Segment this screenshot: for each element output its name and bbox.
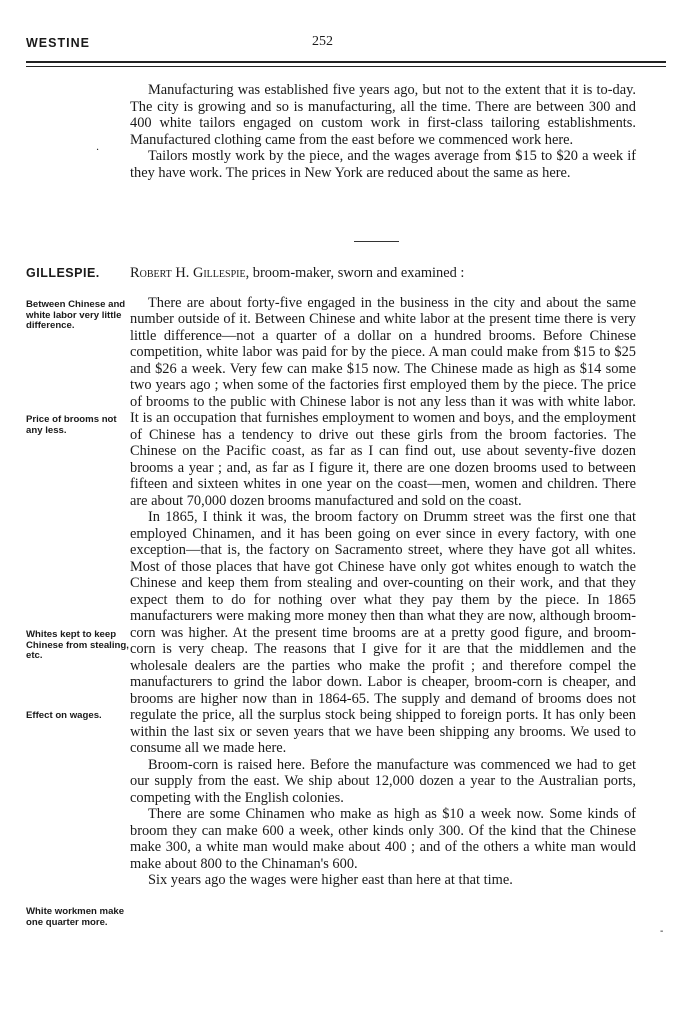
stray-mark: - <box>660 926 664 937</box>
running-title: WESTINE <box>26 36 90 50</box>
paragraph: Six years ago the wages were higher east than here at that time. <box>148 872 513 888</box>
witness-intro-text: , broom-maker, sworn and examined : <box>245 265 465 281</box>
margin-note: Between Chinese and white labor very little difference. <box>26 299 126 331</box>
paragraph: There are some Chinamen who make as high as $10 a week now. Some kinds of broom they can make 600 a week, other kinds only 300. Of the kind that the Chinese make 300, a white man would make about 400 ; and of the others a white man would make about 800 to the Chinaman's 600. <box>130 806 636 872</box>
witness-side-name: GILLESPIE. <box>26 266 100 280</box>
paragraph: In 1865, I think it was, the broom factory on Drumm street was the first one that employed Chinamen, and it has been going on ever since in every factory, with one exception—that is, the factory on Sacramento street, where they have got all whites. Most of those places that have got Chinese have only got whites enough to watch the Chinese and keep them from stealing and over-counting on their work, and that they expect them to do for nothing over what they pay them by the piece. In 1865 manufacturers were making more money then than what they are now, although broom-corn was higher. At the present time brooms are at a pretty good figure, and broom-corn is very cheap. The reasons that I give for it are that the middlemen and the wholesale dealers are the parties who make the profit ; and therefore compel the manufacturers to grind the labor down. Labor is cheaper, broom-corn is cheaper, and brooms are higher now than in 1864-65. The supply and demand of brooms does not regulate the price, all the surplus stock being shipped to foreign ports. It has only been within the last six or seven years that we have been shipping any brooms. We used to consume all we made here. <box>130 509 636 756</box>
margin-note: Price of brooms not any less. <box>26 414 117 436</box>
header-rule-thick <box>26 61 666 63</box>
paragraph: Broom-corn is raised here. Before the manufacture was commenced we had to get our supply from the east. We ship about 12,000 dozen a year to the Australian ports, competing with the English colonies. <box>130 756 636 806</box>
stray-dot: · <box>96 145 100 156</box>
margin-note: Effect on wages. <box>26 710 102 721</box>
page-number: 252 <box>312 34 333 49</box>
paragraph: Manufacturing was established five years ago, but not to the extent that it is to-day. The city is growing and so is manufacturing, all the time. There are between 300 and 400 white tailors engaged on custom work in first-class tailoring establishments. Manufactured clothing came from the east before we commenced work here. <box>130 82 636 148</box>
margin-note: Whites kept to keep Chinese from stealing, etc. <box>26 629 129 661</box>
paragraph: Tailors mostly work by the piece, and the wages average from $15 to $20 a week if they have work. The prices in New York are reduced about the same as here. <box>130 148 636 181</box>
header-rule-thin <box>26 66 666 67</box>
margin-note: White workmen make one quarter more. <box>26 906 125 928</box>
witness-intro <box>130 265 636 282</box>
top-text-block <box>130 82 636 181</box>
main-text-block <box>130 265 636 889</box>
witness-name: Robert H. Gillespie <box>130 265 246 281</box>
section-separator <box>354 241 399 242</box>
paragraph: There are about forty-five engaged in the business in the city and about the same number outside of it. Between Chinese and white labor at the present time there is very little difference—not a quarter of a dollar on a hundred brooms. Before Chinese competition, white labor was paid for by the piece. A man could make from $15 to $25 and $26 a week. Very few can make $15 now. The Chinese made as high as $14 some two years ago ; when some of the factories first employed them by the piece. The price of brooms to the public with Chinese labor is not any less than it was with white labor. It is an occupation that furnishes employment to women and boys, and the employment of Chinese has a tendency to drive out these girls from the broom factories. The Chinese on the Pacific coast, as far as I can find out, use about seventy-five dozen brooms a year ; and, as far as I figure it, there are one dozen brooms used to between fifteen and sixteen whites in one year on the coast—men, women and children. There are about 70,000 dozen brooms manufactured and sold on the coast. <box>130 294 636 509</box>
